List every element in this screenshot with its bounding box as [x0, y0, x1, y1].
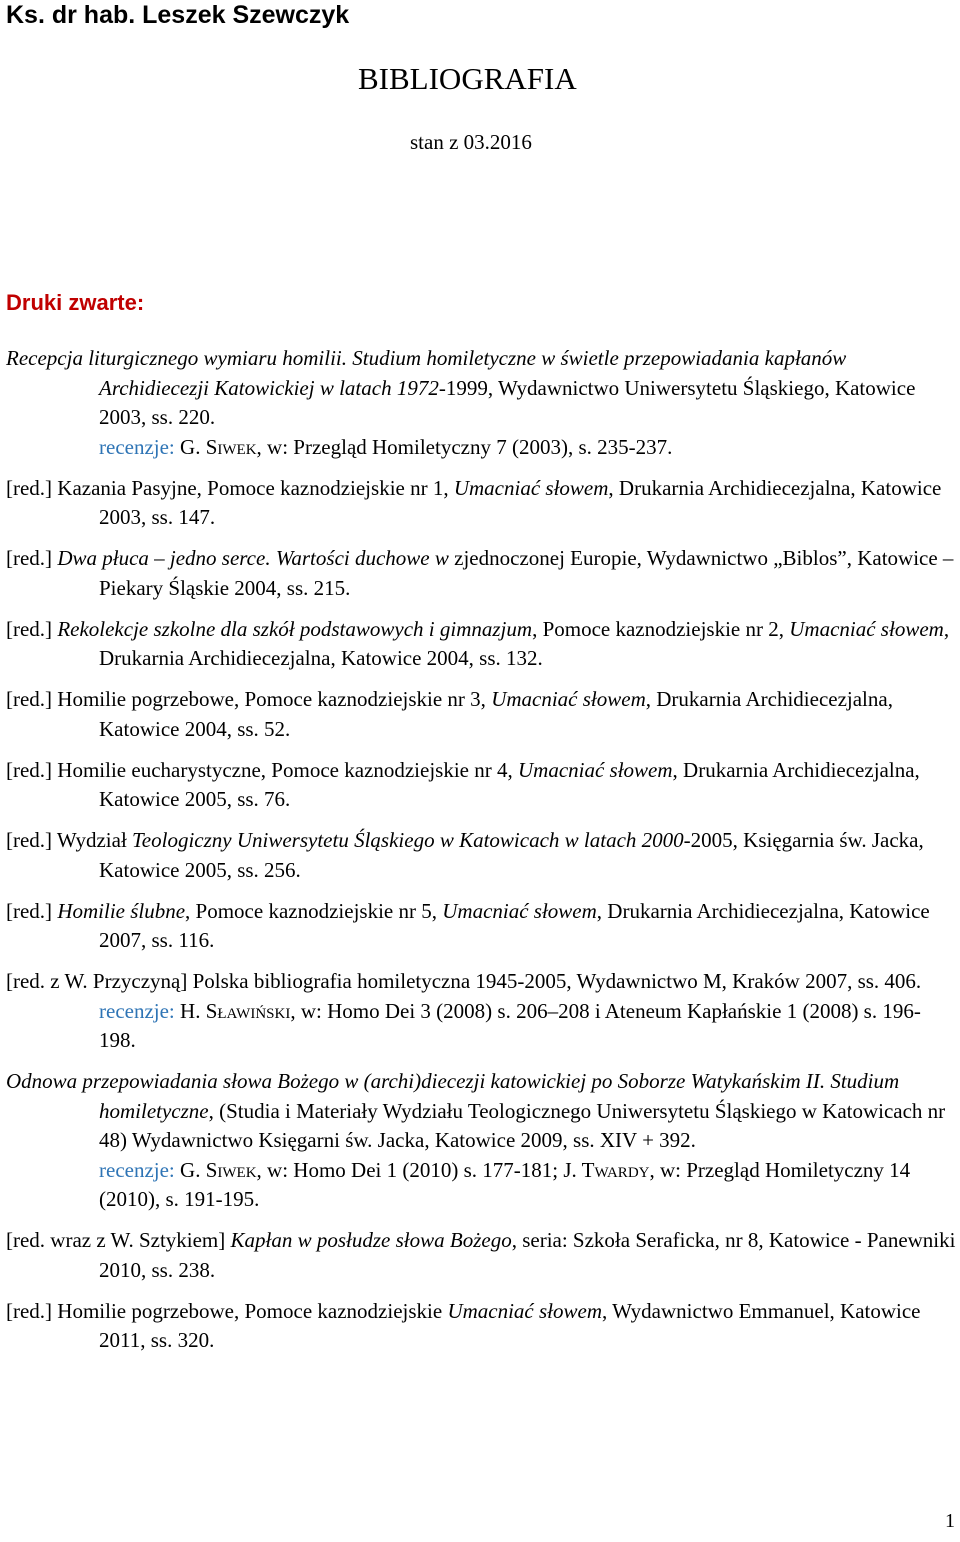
- entry-text: [red.] Wydział: [6, 828, 133, 852]
- review-line: [99, 433, 956, 463]
- entry-text: [red.] Homilie pogrzebowe, Pomoce kaznodziejskie: [6, 1298, 448, 1323]
- page-number: 1: [945, 1510, 955, 1532]
- review-text: , w: Przegląd Homiletyczny 7 (2003), s. 235-237.: [256, 434, 673, 459]
- review-label: recenzje:: [99, 434, 175, 459]
- reviewer-name: ławiński: [217, 998, 291, 1023]
- bibliography-entry: [6, 474, 956, 533]
- author-name: Ks. dr hab. Leszek Szewczyk: [6, 1, 350, 29]
- entry-series: Umacniać słowem: [789, 616, 944, 641]
- entry-text: , Pomoce kaznodziejskie nr 5,: [185, 898, 443, 923]
- entry-text: [red.]: [6, 616, 58, 641]
- entry-title: Homilie ślubne: [57, 898, 186, 923]
- entry-text: , Wydawnictwo Emmanuel, Katowice 2011, ss. 320.: [99, 1298, 921, 1352]
- entry-title: Odnowa przepowiadania słowa Bożego w (archi)diecezji katowickiej po Soborze Watykańskim II. Studium homiletyczne: [6, 1069, 900, 1123]
- reviewer-name: iwek: [217, 434, 257, 459]
- entry-series: Umacniać słowem: [442, 898, 597, 923]
- entry-text: , Drukarnia Archidiecezjalna, Katowice 2003, ss. 147.: [99, 475, 942, 529]
- entry-title: Teologiczny Uniwersytetu Śląskiego w Katowicach w latach 2000: [132, 828, 684, 852]
- entry-text: , Drukarnia Archidiecezjalna, Katowice 2007, ss. 116.: [99, 898, 930, 952]
- bibliography-entry: [6, 685, 956, 744]
- entry-text: zjednoczonej Europie, Wydawnictwo „Biblos”, Katowice – Piekary Śląskie 2004, ss. 215.: [99, 546, 954, 600]
- entry-series: Umacniać słowem: [517, 757, 673, 782]
- entry-text: [red.]: [6, 546, 58, 570]
- entry-text: [red.]: [6, 898, 58, 923]
- entry-text: , seria: Szkoła Seraficka, nr 8, Katowice - Panewniki 2010, ss. 238.: [99, 1228, 956, 1282]
- entry-title: Kapłan w posłudze słowa Bożego: [230, 1228, 512, 1252]
- bibliography-entry: [6, 1226, 956, 1285]
- entry-text: [red.] Kazania Pasyjne, Pomoce kaznodziejskie nr 1,: [6, 475, 454, 500]
- entry-text: [red. z W. Przyczyną] Polska bibliografia homiletyczna 1945-2005, Wydawnictwo M, Kraków 2007, ss. 406.: [6, 969, 922, 993]
- entry-text: , Drukarnia Archidiecezjalna, Katowice 2004, ss. 52.: [99, 687, 893, 741]
- review-line: [99, 997, 956, 1056]
- review-text: , w: Homo Dei 3 (2008) s. 206–208 i Ateneum Kapłańskie 1 (2008) s. 196-198.: [99, 998, 921, 1052]
- entry-text: [red.] Homilie pogrzebowe, Pomoce kaznodziejskie nr 3,: [6, 687, 492, 711]
- entry-details: -1999, Wydawnictwo Uniwersytetu Śląskiego, Katowice 2003, ss. 220.: [99, 375, 916, 429]
- bibliography-entry: [6, 967, 956, 1056]
- entry-series: Umacniać słowem: [491, 687, 646, 711]
- entry-title: Dwa płuca – jedno serce. Wartości duchowe w: [57, 546, 455, 570]
- bibliography-entry: [6, 1297, 956, 1356]
- entry-text: -2005, Księgarnia św. Jacka, Katowice 2005, ss. 256.: [99, 828, 924, 882]
- bibliography-entry: [6, 897, 956, 956]
- bibliography-entry: [6, 344, 956, 462]
- document-date: stan z 03.2016: [410, 130, 532, 154]
- entry-title: Rekolekcje szkolne dla szkół podstawowych i gimnazjum: [57, 616, 533, 641]
- entry-text: , Drukarnia Archidiecezjalna, Katowice 2005, ss. 76.: [99, 757, 920, 811]
- review-label: recenzje:: [99, 998, 175, 1023]
- bibliography-entry: [6, 756, 956, 815]
- reviewer-name: iwek: [217, 1157, 257, 1182]
- entry-text: , (Studia i Materiały Wydziału Teologicznego Uniwersytetu Śląskiego w Katowicach nr 48) Wydawnictwo Księgarni św. Jacka, Katowice 2009, ss. XIV + 392.: [99, 1098, 946, 1152]
- section-heading: Druki zwarte:: [6, 290, 145, 315]
- review-line: [99, 1156, 956, 1215]
- entry-text: [red.] Homilie eucharystyczne, Pomoce kaznodziejskie nr 4,: [6, 757, 518, 782]
- review-text: , w: Homo Dei 1 (2010) s. 177-181; J. T: [256, 1157, 595, 1182]
- entry-text: , Drukarnia Archidiecezjalna, Katowice 2004, ss. 132.: [99, 616, 950, 670]
- entry-series: Umacniać słowem: [447, 1298, 602, 1323]
- entry-title: Recepcja liturgicznego wymiaru homilii. Studium homiletyczne w świetle przepowiadania kapłanów Archidiecezji Katowickiej w latach 1972: [6, 346, 847, 400]
- entry-text: , Pomoce kaznodziejskie nr 2,: [532, 616, 790, 641]
- review-text: H. S: [174, 998, 218, 1023]
- document-title: BIBLIOGRAFIA: [358, 61, 577, 96]
- bibliography-entry: [6, 1067, 956, 1215]
- review-text: G. S: [174, 1157, 218, 1182]
- bibliography-list: [6, 344, 956, 1367]
- entry-series: Umacniać słowem: [453, 475, 609, 500]
- review-text: , w: Przegląd Homiletyczny 14 (2010), s. 191-195.: [99, 1157, 911, 1211]
- bibliography-entry: [6, 544, 956, 603]
- bibliography-entry: [6, 826, 956, 885]
- review-text: G. S: [174, 434, 218, 459]
- bibliography-entry: [6, 615, 956, 674]
- reviewer-name: wardy: [594, 1157, 650, 1182]
- review-label: recenzje:: [99, 1157, 175, 1182]
- entry-text: [red. wraz z W. Sztykiem]: [6, 1228, 231, 1252]
